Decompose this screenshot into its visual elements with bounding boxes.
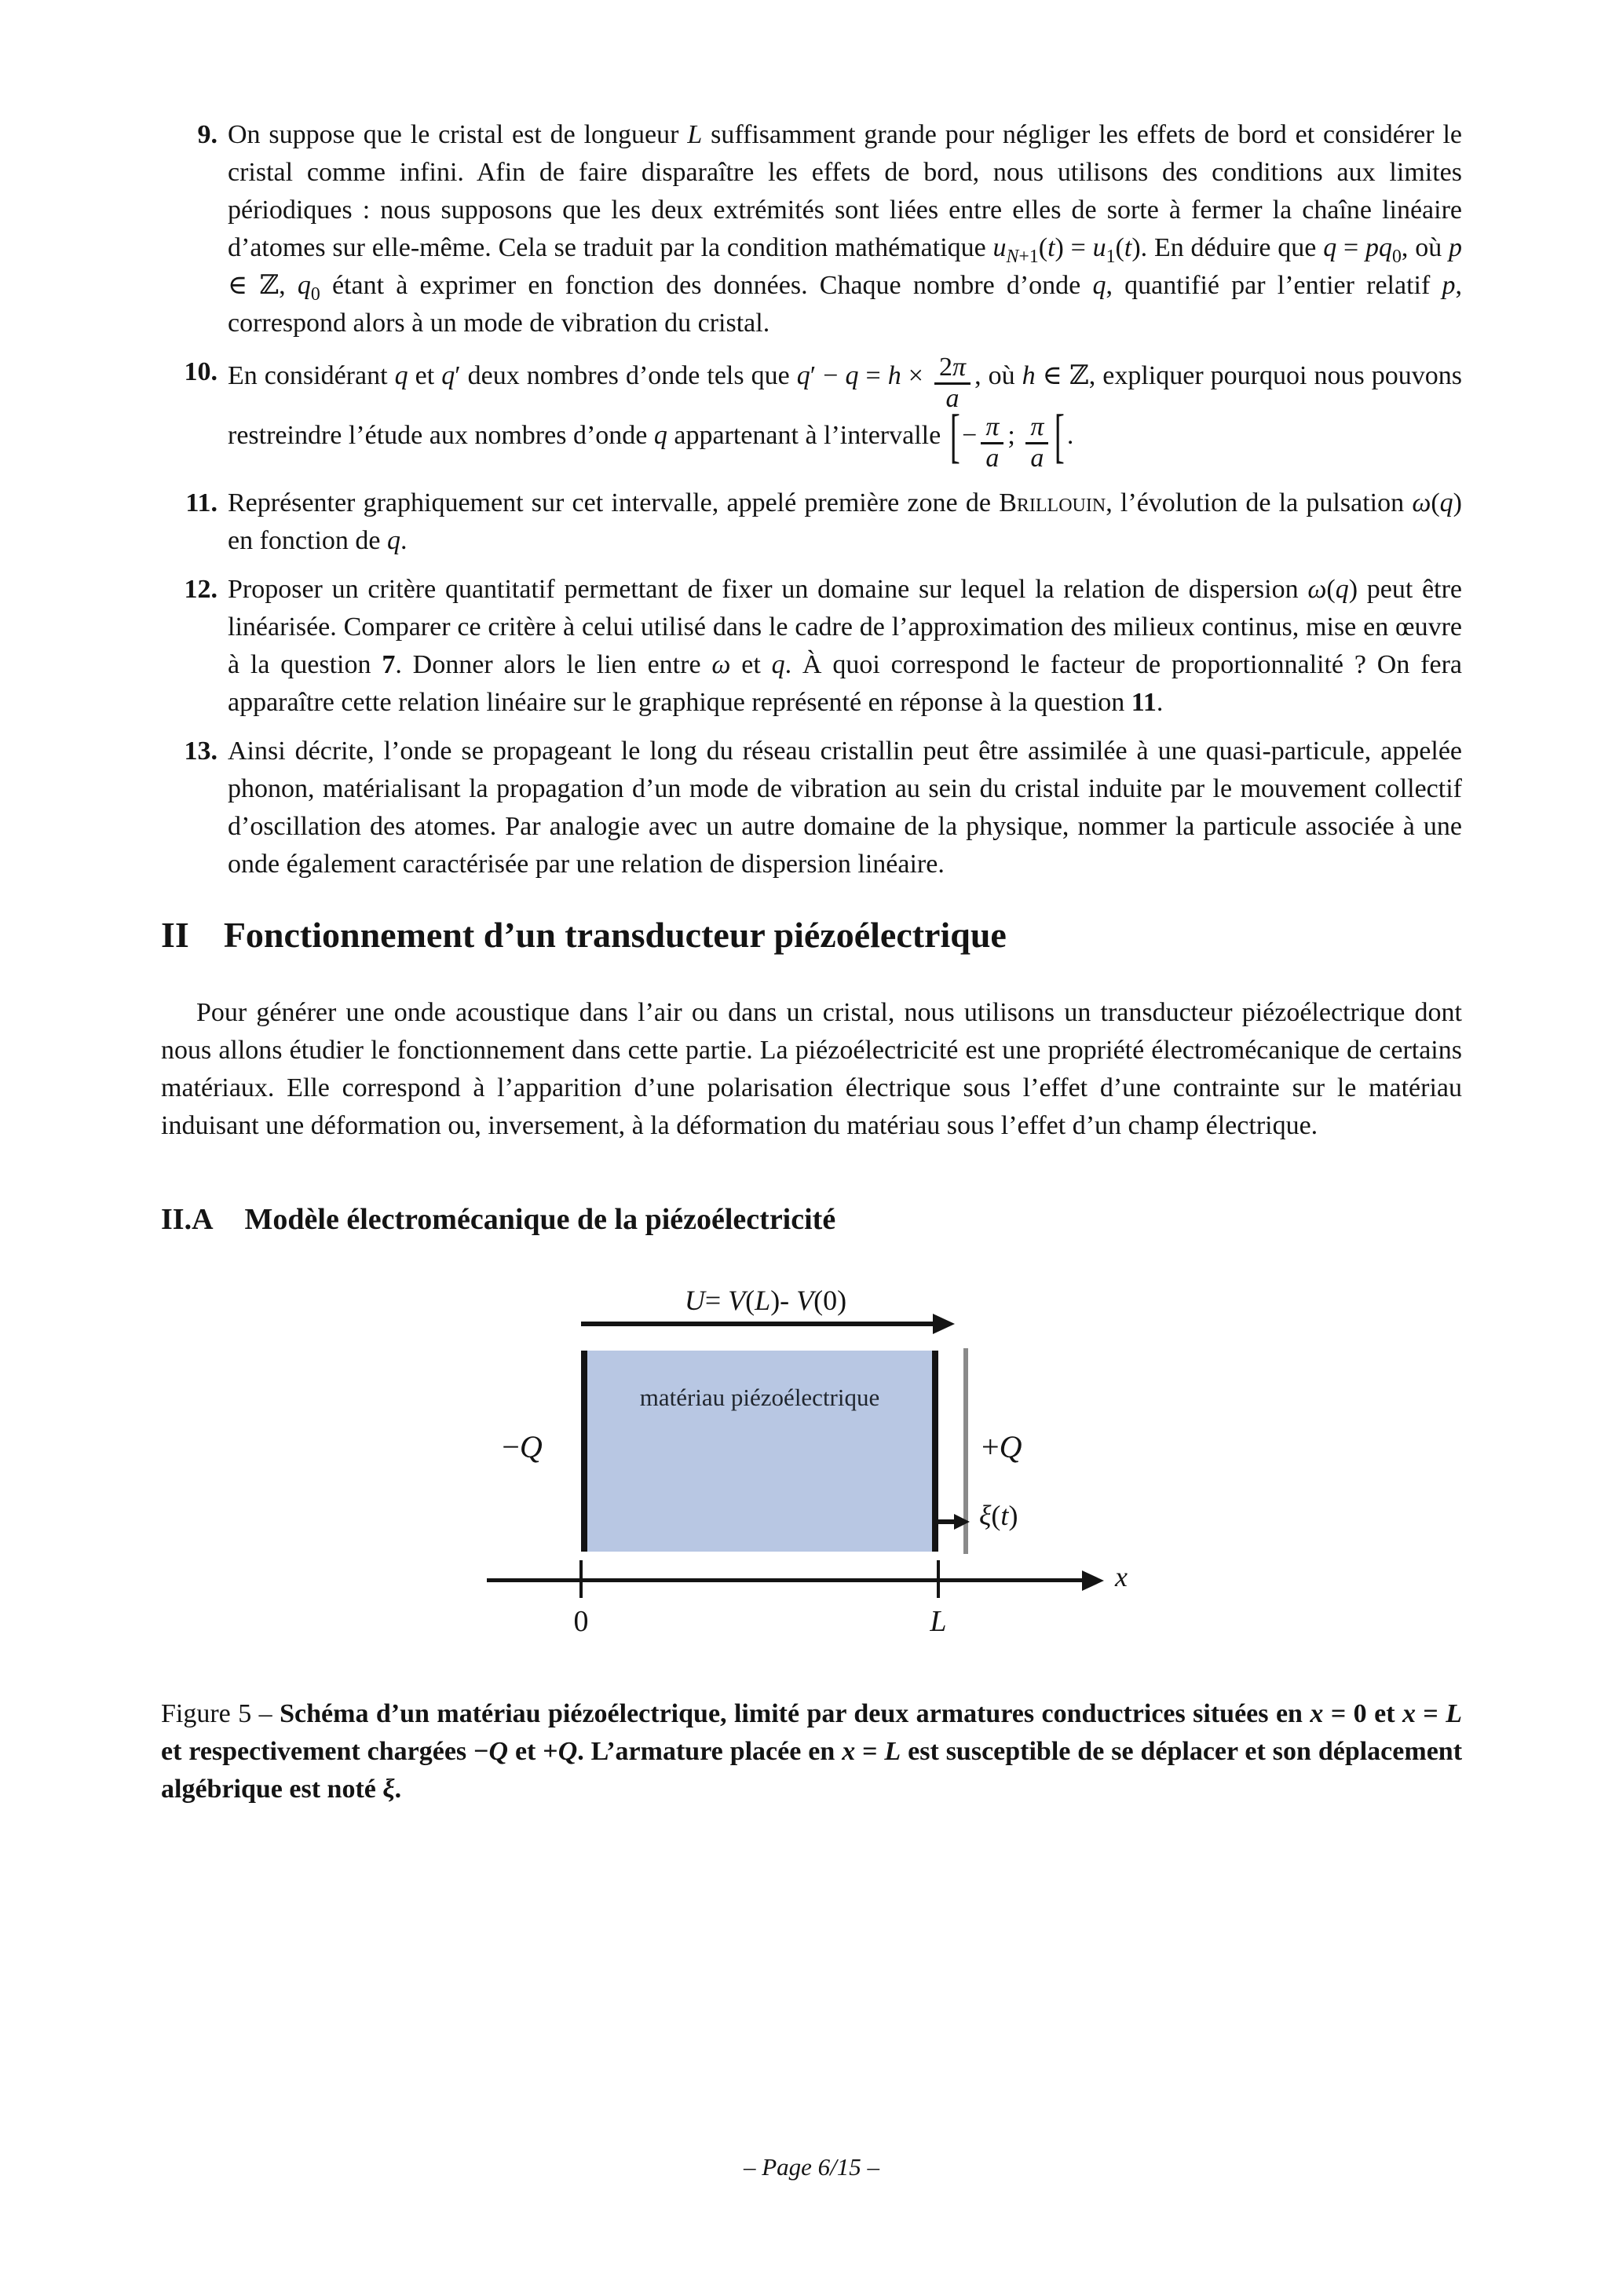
subsection-number: II.A xyxy=(161,1202,214,1236)
positive-charge-label: +Q xyxy=(981,1429,1022,1465)
question-13 xyxy=(161,733,1462,883)
subsection-title: Modèle électromécanique de la piézoélectricité xyxy=(244,1202,836,1236)
section-title: Fonctionnement d’un transducteur piézoélectrique xyxy=(223,914,1007,955)
question-text: Représenter graphiquement sur cet intervalle, appelé première zone de Brillouin, l’évolution de la pulsation ω(q) en fonction de q. xyxy=(228,488,1462,555)
text-block xyxy=(161,116,1462,1808)
negative-charge-label: −Q xyxy=(502,1429,543,1465)
section-number: II xyxy=(161,914,189,955)
right-arrowhead-icon xyxy=(954,1514,970,1530)
tick-origin xyxy=(579,1560,583,1598)
x-axis xyxy=(487,1578,1084,1582)
question-9 xyxy=(161,116,1462,342)
question-10 xyxy=(161,353,1462,473)
right-arrowhead-icon xyxy=(933,1314,955,1334)
question-text: Proposer un critère quantitatif permettant de fixer un domaine sur lequel la relation de dispersion ω(q) peut être linéarisée. Comparer ce critère à celui utilisé dans le cadre de l’approximation des milieux continus, mise en œuvre à la question 7. Donner alors le lien entre ω et q. À quoi correspond le facteur de proportionnalité ? On fera apparaître cette relation linéaire sur le graphique représenté en réponse à la question 11. xyxy=(228,574,1463,717)
origin-label: 0 xyxy=(573,1605,589,1639)
question-12 xyxy=(161,571,1462,722)
question-11 xyxy=(161,484,1462,560)
question-number: 12. xyxy=(184,574,217,604)
voltage-arrow xyxy=(581,1322,934,1326)
caption-separator: – xyxy=(258,1699,272,1729)
displacement-label: ξ(t) xyxy=(979,1500,1018,1532)
tick-length xyxy=(937,1560,940,1598)
question-number: 10. xyxy=(184,357,217,386)
question-text: On suppose que le cristal est de longueur L suffisamment grande pour négliger les effets de bord et considérer le cristal comme infini. Afin de faire disparaître les effets de bord, nous utilisons des conditions aux limites périodiques : nous supposons que les deux extrémités sont liées entre elles de sorte à fermer la chaîne linéaire d’atomes sur elle-même. Cela se traduit par la condition mathématique $u_{N+1}(t) = u_1(t)$. En déduire que $q = pq_0$, où p ∈ ℤ, $q_0$ étant à exprimer en fonction des données. Chaque nombre d’onde q, quantifié par l’entier relatif p, correspond alors à un mode de vibration du cristal. xyxy=(228,120,1462,338)
question-number: 11. xyxy=(185,488,217,517)
question-number: 13. xyxy=(184,736,217,766)
caption-text: Schéma d’un matériau piézoélectrique, limité par deux armatures conductrices situées en x = 0 et x = L et respectivement chargées −Q et +Q. L’armature placée en x = L est susceptible de se déplacer et son déplacement algébrique est noté ξ. xyxy=(161,1699,1463,1804)
displacement-arrow xyxy=(937,1519,954,1524)
question-text: Ainsi décrite, l’onde se propageant le long du réseau cristallin peut être assimilée à une quasi-particule, appelée phonon, matérialisant la propagation d’un mode de vibration au sein du cristal induite par le mouvement collectif d’oscillation des atomes. Par analogie avec un autre domaine de la physique, nommer la particule associée à une onde également caractérisée par une relation de dispersion linéaire. xyxy=(228,736,1462,879)
figure-caption xyxy=(161,1695,1462,1808)
subsection-heading xyxy=(161,1203,1462,1238)
voltage-label: U= V(L)- V(0) xyxy=(684,1285,847,1317)
length-label: L xyxy=(930,1605,947,1639)
question-text: En considérant q et q′ deux nombres d’onde tels que q′ − q = h × $\frac{2\pi}{a}$ , où h ∈ ℤ, expliquer pourquoi nous pouvons restreindre l’étude aux nombres d’onde q appartenant à l’intervalle [− $\frac{\pi}{a}$ ; $\frac{\pi}{a}$ [. xyxy=(228,353,1462,473)
intro-paragraph: Pour générer une onde acoustique dans l’air ou dans un cristal, nous utilisons un transducteur piézoélectrique dont nous allons étudier le fonctionnement dans cette partie. La piézoélectricité est une propriété électromécanique de certains matériaux. Elle correspond à l’apparition d’une polarisation électrique sous l’effet d’une contrainte sur le matériau induisant une déformation ou, inversement, à la déformation du matériau sous l’effet d’un champ électrique. xyxy=(161,997,1462,1140)
page-footer: – Page 6/15 – xyxy=(743,2153,880,2181)
x-axis-label: x xyxy=(1115,1561,1128,1593)
caption-label: Figure 5 xyxy=(161,1699,252,1729)
figure-5-diagram xyxy=(161,1284,1462,1639)
piezo-material-block xyxy=(581,1351,938,1552)
question-number: 9. xyxy=(197,120,217,149)
right-arrowhead-icon xyxy=(1082,1570,1104,1591)
material-label: matériau piézoélectrique xyxy=(639,1384,880,1412)
section-heading xyxy=(161,915,1462,956)
